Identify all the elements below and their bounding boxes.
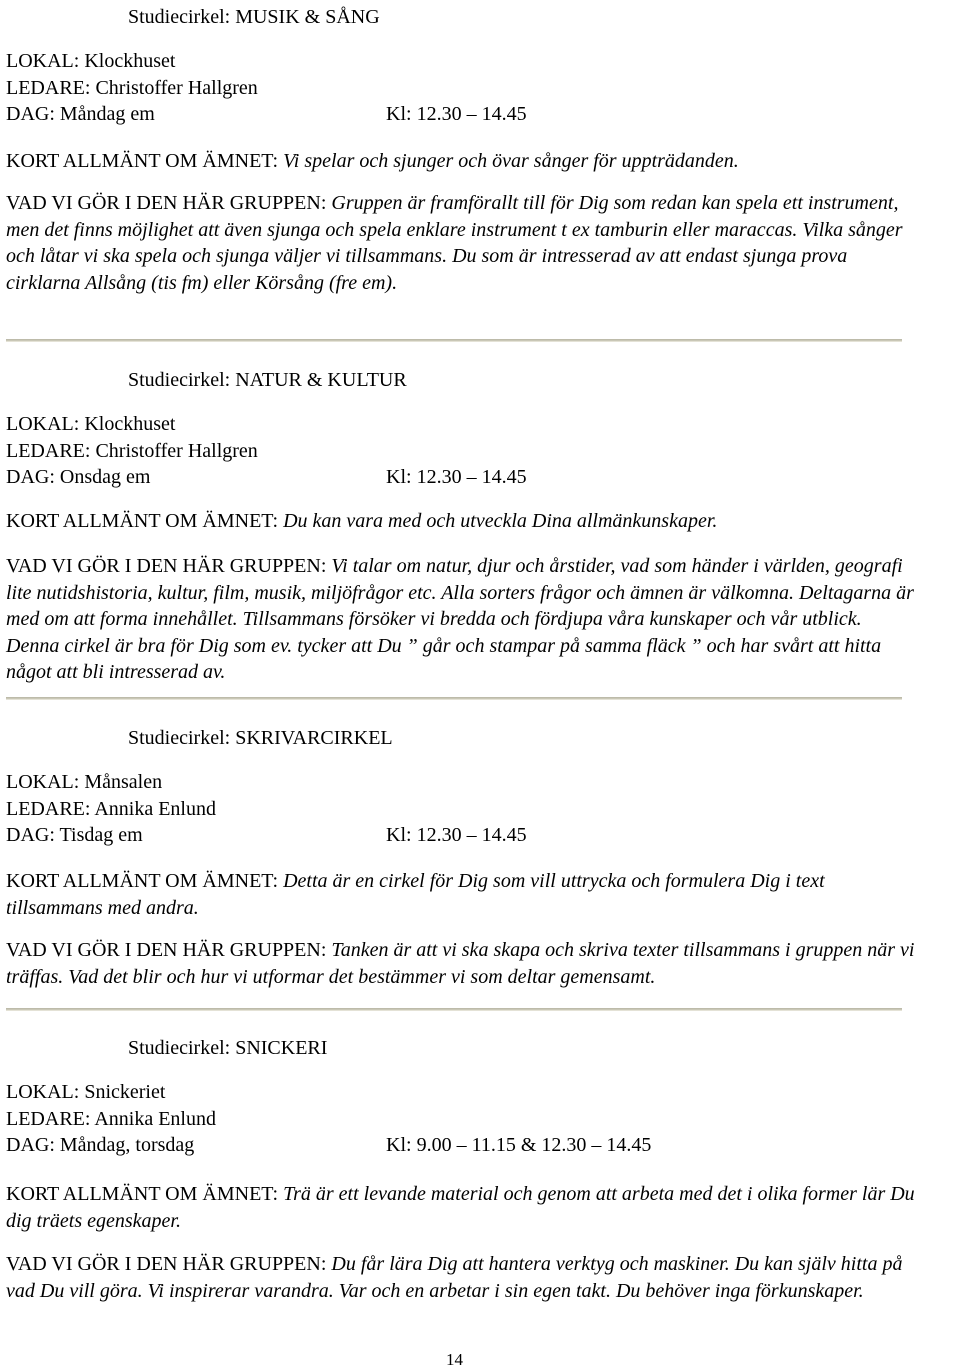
dag-line: DAG: Måndag, torsdag	[6, 1134, 195, 1156]
ledare-line: LEDARE: Christoffer Hallgren	[6, 439, 258, 462]
vad-paragraph: VAD VI GÖR I DEN HÄR GRUPPEN: Gruppen är framförallt till för Dig som redan kan spela ett instrument, men det finns möjlighet att även sjunga och spela enklare instrument t ex tamburin eller maraccas. Vilka sånger och låtar vi ska spela och sjunga väljer vi tillsammans. Du som är intresserad av att endast sjunga prova cirklarna Allsång (tis fm) eller Körsång (fre em).	[6, 192, 903, 294]
lokal-line: LOKAL: Månsalen	[6, 771, 163, 793]
ledare-line: LEDARE: Annika Enlund	[6, 1107, 216, 1130]
ledare-line: LEDARE: Annika Enlund	[6, 797, 216, 820]
lokal-line: LOKAL: Klockhuset	[6, 413, 176, 435]
ledare-line: LEDARE: Christoffer Hallgren	[6, 76, 258, 99]
vad-paragraph: VAD VI GÖR I DEN HÄR GRUPPEN: Vi talar om natur, djur och årstider, vad som händer i världen, geografi lite nutidshistoria, kultur, film, musik, miljöfrågor etc. Alla sorters frågor och ämnen är välkomna. Deltagarna är med om att forma innehållet. Tillsammans försöker vi bredda och fördjupa våra kunskaper och vår utblick. Denna cirkel är bra för Dig som ev. tycker att Du ” går och stampar på samma fläck ” och har svårt att hitta något att bli intresserad av.	[6, 555, 914, 683]
kl-line: Kl: 12.30 – 14.45	[386, 466, 527, 488]
section-title: Studiecirkel: SKRIVARCIRKEL	[128, 727, 393, 749]
kort-paragraph: KORT ALLMÄNT OM ÄMNET: Trä är ett levande material och genom att arbeta med det i olika former lär Du dig träets egenskaper.	[6, 1183, 915, 1232]
section-divider	[6, 1008, 902, 1011]
dag-line: DAG: Måndag em	[6, 103, 155, 125]
kl-line: Kl: 12.30 – 14.45	[386, 103, 527, 125]
section-divider	[6, 339, 902, 342]
section-divider	[6, 697, 902, 700]
kort-paragraph: KORT ALLMÄNT OM ÄMNET: Du kan vara med och utveckla Dina allmänkunskaper.	[6, 510, 718, 532]
kl-line: Kl: 12.30 – 14.45	[386, 824, 527, 846]
kort-paragraph: KORT ALLMÄNT OM ÄMNET: Detta är en cirkel för Dig som vill uttrycka och formulera Dig i text tillsammans med andra.	[6, 870, 825, 919]
lokal-line: LOKAL: Snickeriet	[6, 1081, 166, 1103]
vad-paragraph: VAD VI GÖR I DEN HÄR GRUPPEN: Tanken är att vi ska skapa och skriva texter tillsammans i gruppen när vi träffas. Vad det blir och hur vi utformar det bestämmer vi som deltar gemensamt.	[6, 939, 915, 988]
section-title: Studiecirkel: NATUR & KULTUR	[128, 369, 407, 391]
section-title: Studiecirkel: SNICKERI	[128, 1037, 328, 1059]
lokal-line: LOKAL: Klockhuset	[6, 50, 176, 72]
kort-paragraph: KORT ALLMÄNT OM ÄMNET: Vi spelar och sjunger och övar sånger för uppträdanden.	[6, 150, 739, 172]
section-title: Studiecirkel: MUSIK & SÅNG	[128, 6, 380, 28]
kl-line: Kl: 9.00 – 11.15 & 12.30 – 14.45	[386, 1134, 652, 1156]
dag-line: DAG: Onsdag em	[6, 466, 151, 488]
dag-line: DAG: Tisdag em	[6, 824, 143, 846]
page-number: 14	[446, 1350, 463, 1369]
vad-paragraph: VAD VI GÖR I DEN HÄR GRUPPEN: Du får lära Dig att hantera verktyg och maskiner. Du kan själv hitta på vad Du vill göra. Vi inspirerar varandra. Var och en arbetar i sin egen takt. Du behöver inga förkunskaper.	[6, 1253, 903, 1302]
